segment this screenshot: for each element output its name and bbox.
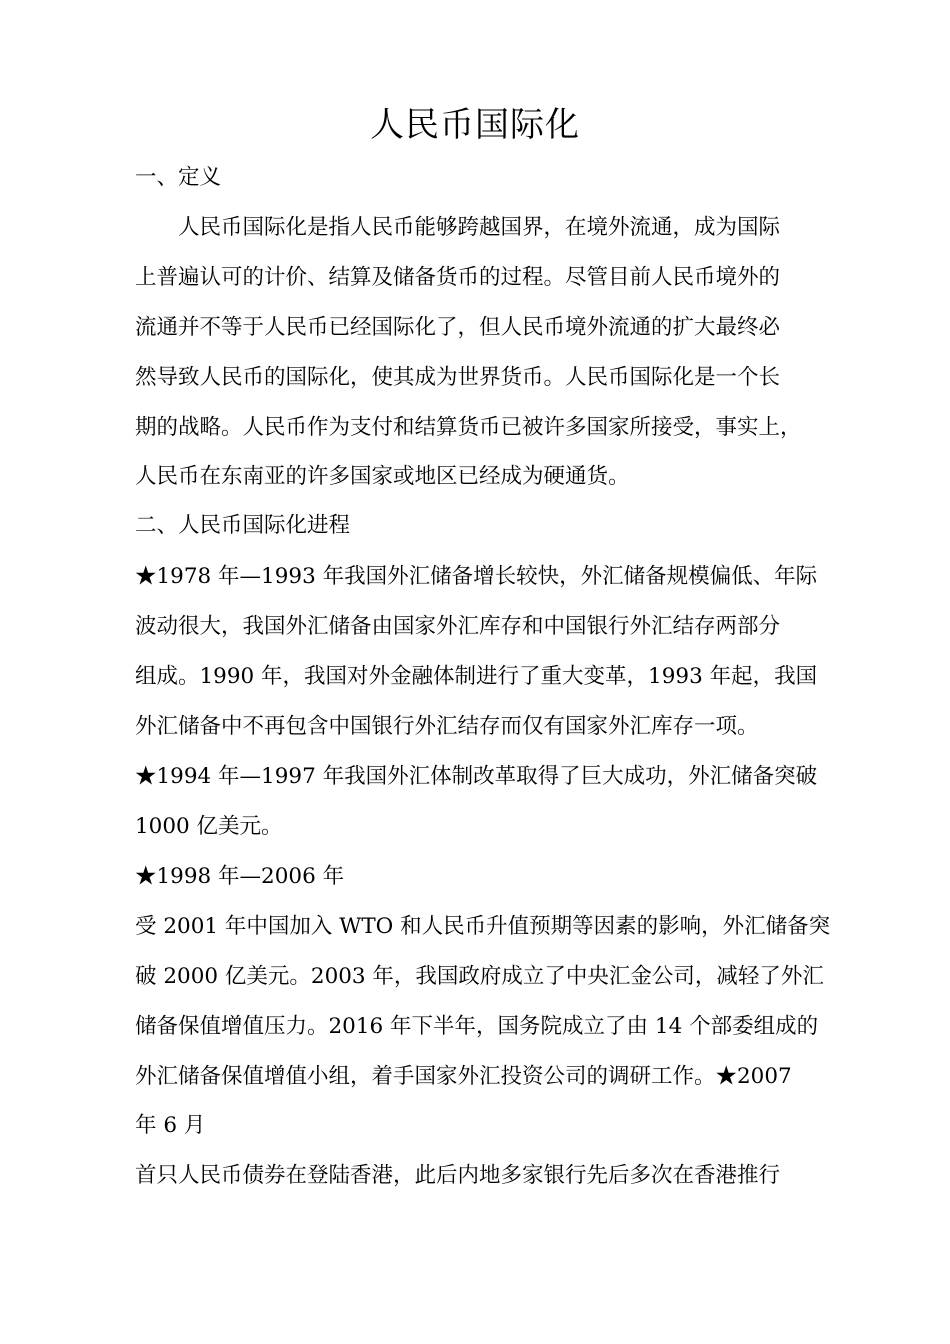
paragraph-line: 期的战略。人民币作为支付和结算货币已被许多国家所接受，事实上， <box>135 415 802 440</box>
paragraph-line: 流通并不等于人民币已经国际化了，但人民币境外流通的扩大最终必 <box>135 315 781 340</box>
paragraph-line: 外汇储备保值增值小组，着手国家外汇投资公司的调研工作。★2007 <box>135 1064 792 1089</box>
paragraph-line: 组成。1990 年，我国对外金融体制进行了重大变革，1993 年起，我国 <box>135 664 818 689</box>
paragraph-line: 人民币在东南亚的许多国家或地区已经成为硬通货。 <box>135 464 630 489</box>
paragraph-line: 年 6 月 <box>135 1113 206 1138</box>
paragraph-line: 上普遍认可的计价、结算及储备货币的过程。尽管目前人民币境外的 <box>135 265 781 290</box>
document-title: 人民币国际化 <box>370 105 580 145</box>
paragraph-line: 1000 亿美元。 <box>135 814 283 839</box>
paragraph-line: 受 2001 年中国加入 WTO 和人民币升值预期等因素的影响，外汇储备突 <box>135 914 831 939</box>
paragraph-line: 破 2000 亿美元。2003 年，我国政府成立了中央汇金公司，减轻了外汇 <box>135 964 824 989</box>
section-heading-definition: 一、定义 <box>135 165 222 190</box>
section-heading-process: 二、人民币国际化进程 <box>135 513 351 538</box>
paragraph-line: 然导致人民币的国际化，使其成为世界货币。人民币国际化是一个长 <box>135 365 781 390</box>
paragraph-line: 储备保值增值压力。2016 年下半年，国务院成立了由 14 个部委组成的 <box>135 1014 819 1039</box>
paragraph-line: 波动很大，我国外汇储备由国家外汇库存和中国银行外汇结存两部分 <box>135 614 781 639</box>
paragraph-line: 外汇储备中不再包含中国银行外汇结存而仅有国家外汇库存一项。 <box>135 714 759 739</box>
paragraph-line: 人民币国际化是指人民币能够跨越国界，在境外流通，成为国际 <box>178 215 781 240</box>
paragraph-line: ★1978 年—1993 年我国外汇储备增长较快，外汇储备规模偏低、年际 <box>135 564 818 589</box>
paragraph-line: 首只人民币债券在登陆香港，此后内地多家银行先后多次在香港推行 <box>135 1163 781 1188</box>
paragraph-line: ★1994 年—1997 年我国外汇体制改革取得了巨大成功，外汇储备突破 <box>135 764 818 789</box>
paragraph-line: ★1998 年—2006 年 <box>135 864 345 889</box>
